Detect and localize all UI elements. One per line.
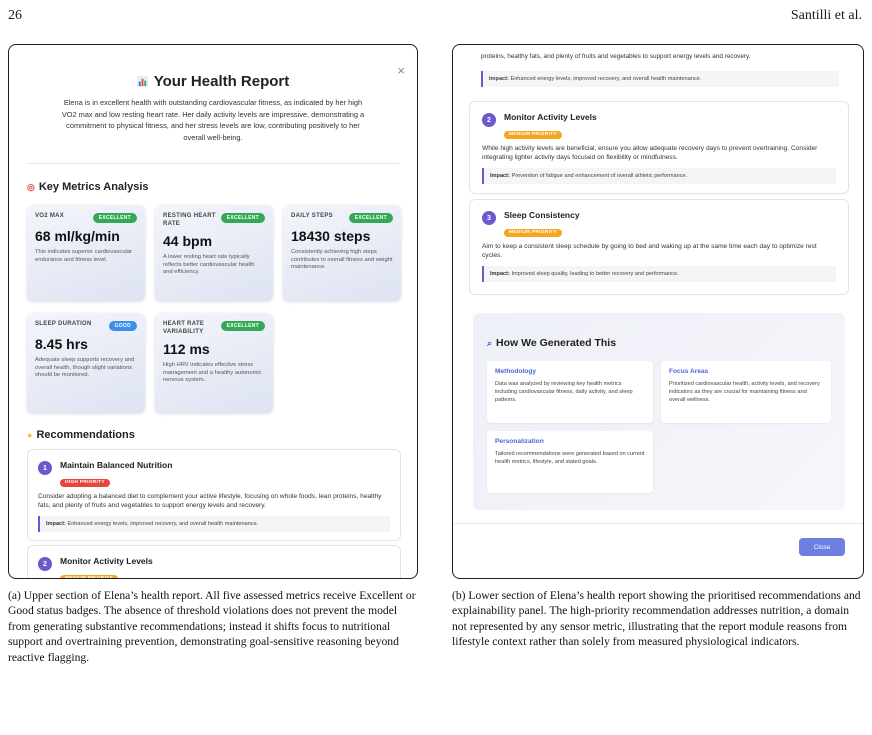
status-badge: EXCELLENT [221,213,265,223]
recommendation-text: Aim to keep a consistent sleep schedule by going to bed and waking up at the same time each day to optimize rest cycles. [482,243,817,259]
recommendation-text: While high activity levels are beneficial, ensure you allow adequate recovery days to prevent overtraining. Consider integrating lighter activity days focused on flexibility or mindfulness. [482,145,818,161]
metric-card-resting-heart-rate [155,205,273,301]
lightbulb-icon: ● [27,430,33,440]
info-card-title: Methodology [495,368,537,375]
personalization-card [487,431,653,493]
metric-description: Consistently achieving high steps contributes to overall fitness and weight maintenance. [291,249,393,271]
metric-label: RESTING HEART RATE [163,213,216,227]
info-card-title: Focus Areas [669,368,709,375]
caption-a: (a) Upper section of Elena’s health report. All five assessed metrics receive Excellent or Good status badges. The absence of threshold violations does not prevent the model from generating substantive recommendations; instead it shifts focus to nutritional support and overtraining prevention, demonstrating goal-sensitive reasoning beyond reactive flagging. [8,589,416,664]
priority-badge: MEDIUM PRIORITY [504,131,562,139]
metric-value: 112 ms [163,341,210,357]
report-title-text: Your Health Report [153,73,290,90]
status-badge: GOOD [109,321,137,331]
priority-badge: MEDIUM PRIORITY [60,575,118,580]
impact-text: Enhanced energy levels, improved recovery, and overall health maintenance. [510,76,702,82]
metric-description: High HRV indicates effective stress management and a healthy autonomic nervous system. [163,362,262,384]
close-button[interactable]: Close [799,538,845,556]
metric-description: Adequate sleep supports recovery and overall health, though slight variations should be monitored. [35,357,135,379]
key-metrics-heading [27,181,149,193]
recommendation-title: Maintain Balanced Nutrition [60,460,173,470]
info-card-text: Data was analyzed by reviewing key health metrics including cardiovascular fitness, daily activity, and sleep patterns. [495,381,633,403]
metric-label: DAILY STEPS [291,213,333,219]
bar-chart-icon [137,76,148,87]
divider [453,523,863,524]
caption-b: (b) Lower section of Elena’s health report showing the prioritised recommendations and explainability panel. The high-priority recommendation addresses nutrition, a domain not represented by any sensor metric, illustrating that the report module reasons from lifestyle context rather than solely from measured physiological indicators. [452,589,861,649]
how-generated-heading [487,337,616,349]
metric-card-daily-steps [283,205,401,301]
target-icon: ◎ [27,182,35,192]
recommendation-number: 1 [38,461,52,475]
metric-value: 44 bpm [163,233,213,249]
recommendation-number: 2 [38,557,52,571]
status-badge: EXCELLENT [349,213,393,223]
impact-text: Improved sleep quality, leading to better recovery and performance. [511,271,679,278]
key-metrics-heading-text: Key Metrics Analysis [38,181,149,193]
metric-label: HEART RATE VARIABILITY [163,321,205,335]
recommendation-title: Monitor Activity Levels [60,556,153,566]
impact-note [482,266,836,282]
recommendation-title: Monitor Activity Levels [504,112,597,122]
metric-label: SLEEP DURATION [35,321,92,327]
recommendation-card-sleep [469,199,849,295]
impact-label: Impact: [46,521,66,528]
recommendation-number: 2 [482,113,496,127]
priority-badge: HIGH PRIORITY [60,479,110,487]
status-badge: EXCELLENT [221,321,265,331]
explainability-panel [473,313,845,510]
methodology-card [487,361,653,423]
info-card-title: Personalization [495,438,544,445]
magnifier-icon: ⌕ [487,338,493,348]
health-report-upper-screenshot [8,44,418,579]
impact-note [481,71,839,87]
metric-value: 8.45 hrs [35,336,88,352]
metric-value: 68 ml/kg/min [35,228,120,244]
metric-description: A lower resting heart rate typically reflects better cardiovascular health and efficiency. [163,254,255,276]
recommendation-card-nutrition [27,449,401,541]
metric-value: 18430 steps [291,228,371,244]
metric-card-vo2-max [27,205,145,301]
impact-note [38,516,390,532]
metric-card-sleep-duration [27,313,145,413]
how-generated-heading-text: How We Generated This [496,337,617,349]
report-summary: Elena is in excellent health with outstanding cardiovascular fitness, as indicated by her high VO2 max and low resting heart rate. Her daily activity levels are impressive, demonstrating a commitment to physical fitness, and her stress levels are low, contributing positively to her overall well-being. [61,98,365,142]
recommendation-text: Consider adopting a balanced diet to complement your active lifestyle, focusing on whole foods, lean proteins, healthy fats, and plenty of fruits and vegetables to support energy levels and recovery. [38,493,382,509]
impact-note [482,168,836,184]
divider [27,163,399,164]
impact-label: Impact: [490,271,510,278]
metric-card-heart-rate-variability [155,313,273,413]
impact-text: Enhanced energy levels, improved recovery, and overall health maintenance. [67,521,259,528]
page-number: 26 [8,8,22,23]
info-card-text: Prioritized cardiovascular health, activity levels, and recovery indicators as they are crucial for maintaining fitness and overall wellness. [669,381,820,403]
recommendation-card-activity [469,101,849,194]
metric-label: VO2 MAX [35,213,65,219]
impact-label: Impact: [489,76,509,82]
running-header-authors: Santilli et al. [790,8,862,23]
focus-areas-card [661,361,831,423]
impact-label: Impact: [490,173,510,180]
recommendations-heading [27,429,135,441]
health-report-lower-screenshot [452,44,864,579]
close-icon[interactable]: × [397,63,405,78]
status-badge: EXCELLENT [93,213,137,223]
info-card-text: Tailored recommendations were generated based on current health metrics, lifestyle, and stated goals. [495,451,645,465]
recommendation-number: 3 [482,211,496,225]
recommendation-card-activity [27,545,401,579]
impact-text: Prevention of fatigue and enhancement of overall athletic performance. [511,173,688,180]
recommendation-title: Sleep Consistency [504,210,580,220]
recommendation-text-continued: proteins, healthy fats, and plenty of fruits and vegetables to support energy levels and recovery. [481,53,751,60]
priority-badge: MEDIUM PRIORITY [504,229,562,237]
recommendations-heading-text: Recommendations [36,429,135,441]
report-title [9,73,417,90]
metric-description: This indicates superior cardiovascular endurance and fitness level. [35,249,132,263]
